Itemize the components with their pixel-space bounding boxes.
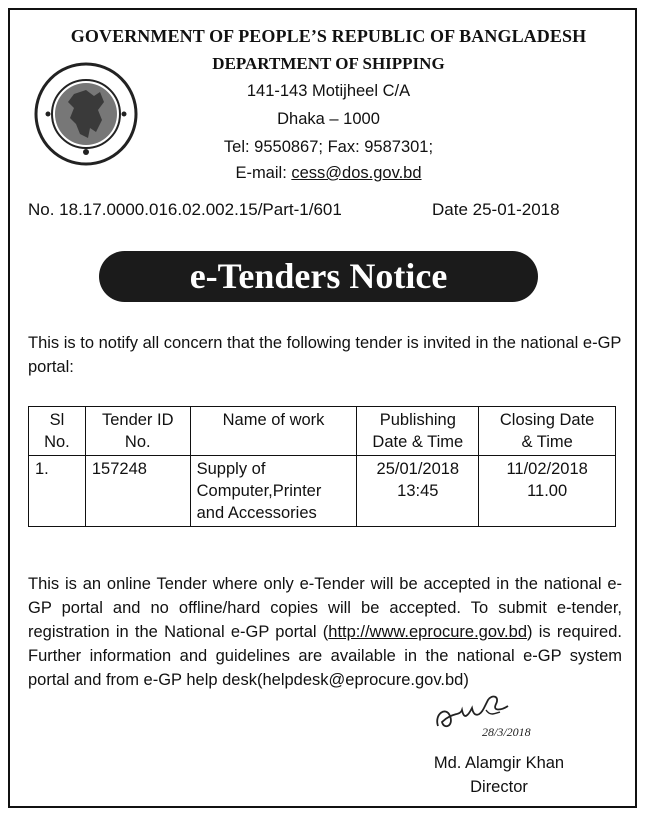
header-tender-id: Tender ID No.: [85, 407, 190, 456]
cell-tender-id: 157248: [85, 456, 190, 527]
address-line-2: Dhaka – 1000: [277, 110, 380, 128]
header-work: Name of work: [190, 407, 357, 456]
signatory-name: Md. Alamgir Khan: [433, 754, 565, 772]
notice-banner: e-Tenders Notice: [99, 251, 538, 302]
address-line-1: 141-143 Motijheel C/A: [246, 82, 411, 100]
cell-publishing: 25/01/2018 13:45: [357, 456, 479, 527]
reference-number: No. 18.17.0000.016.02.002.15/Part-1/601: [28, 200, 342, 219]
signatory-designation: Director: [470, 778, 528, 796]
header-closing: Closing Date & Time: [479, 407, 616, 456]
cell-work: Supply of Computer,Printer and Accessories: [190, 456, 357, 527]
email-label: E-mail:: [235, 164, 292, 182]
notice-date: Date 25-01-2018: [432, 200, 560, 219]
phone-fax: Tel: 9550867; Fax: 9587301;: [223, 138, 434, 156]
signature-icon: [430, 686, 550, 746]
tender-table: [28, 406, 616, 527]
cell-closing: 11/02/2018 11.00: [479, 456, 616, 527]
header-publishing: Publishing Date & Time: [357, 407, 479, 456]
header-sl: Sl No.: [29, 407, 86, 456]
email-line: [0, 164, 657, 183]
portal-link[interactable]: http://www.eprocure.gov.bd: [328, 623, 527, 641]
helpdesk-email: helpdesk@eprocure.gov.bd: [262, 671, 464, 689]
signature-date: 28/3/2018: [482, 725, 531, 739]
government-title: GOVERNMENT OF PEOPLE’S REPUBLIC OF BANGLADESH: [70, 26, 587, 46]
department-name: DEPARTMENT OF SHIPPING: [212, 54, 445, 73]
cell-sl: 1.: [29, 456, 86, 527]
table-row: [29, 456, 616, 527]
email-link[interactable]: cess@dos.gov.bd: [291, 164, 422, 182]
intro-paragraph: This is to notify all concern that the following tender is invited in the national e-GP portal:: [28, 334, 622, 376]
instructions-paragraph: This is an online Tender where only e-Tender will be accepted in the national e-GP portal and no offline/hard copies will be accepted. To submit e-tender, registration in the National e-GP portal (http://www.eprocure.gov.bd) is required. Further information and guidelines are available in the national e-GP system portal and from e-GP help desk(helpdesk@eprocure.gov.bd): [28, 575, 622, 689]
table-header-row: [29, 407, 616, 456]
signatory: [424, 751, 574, 799]
